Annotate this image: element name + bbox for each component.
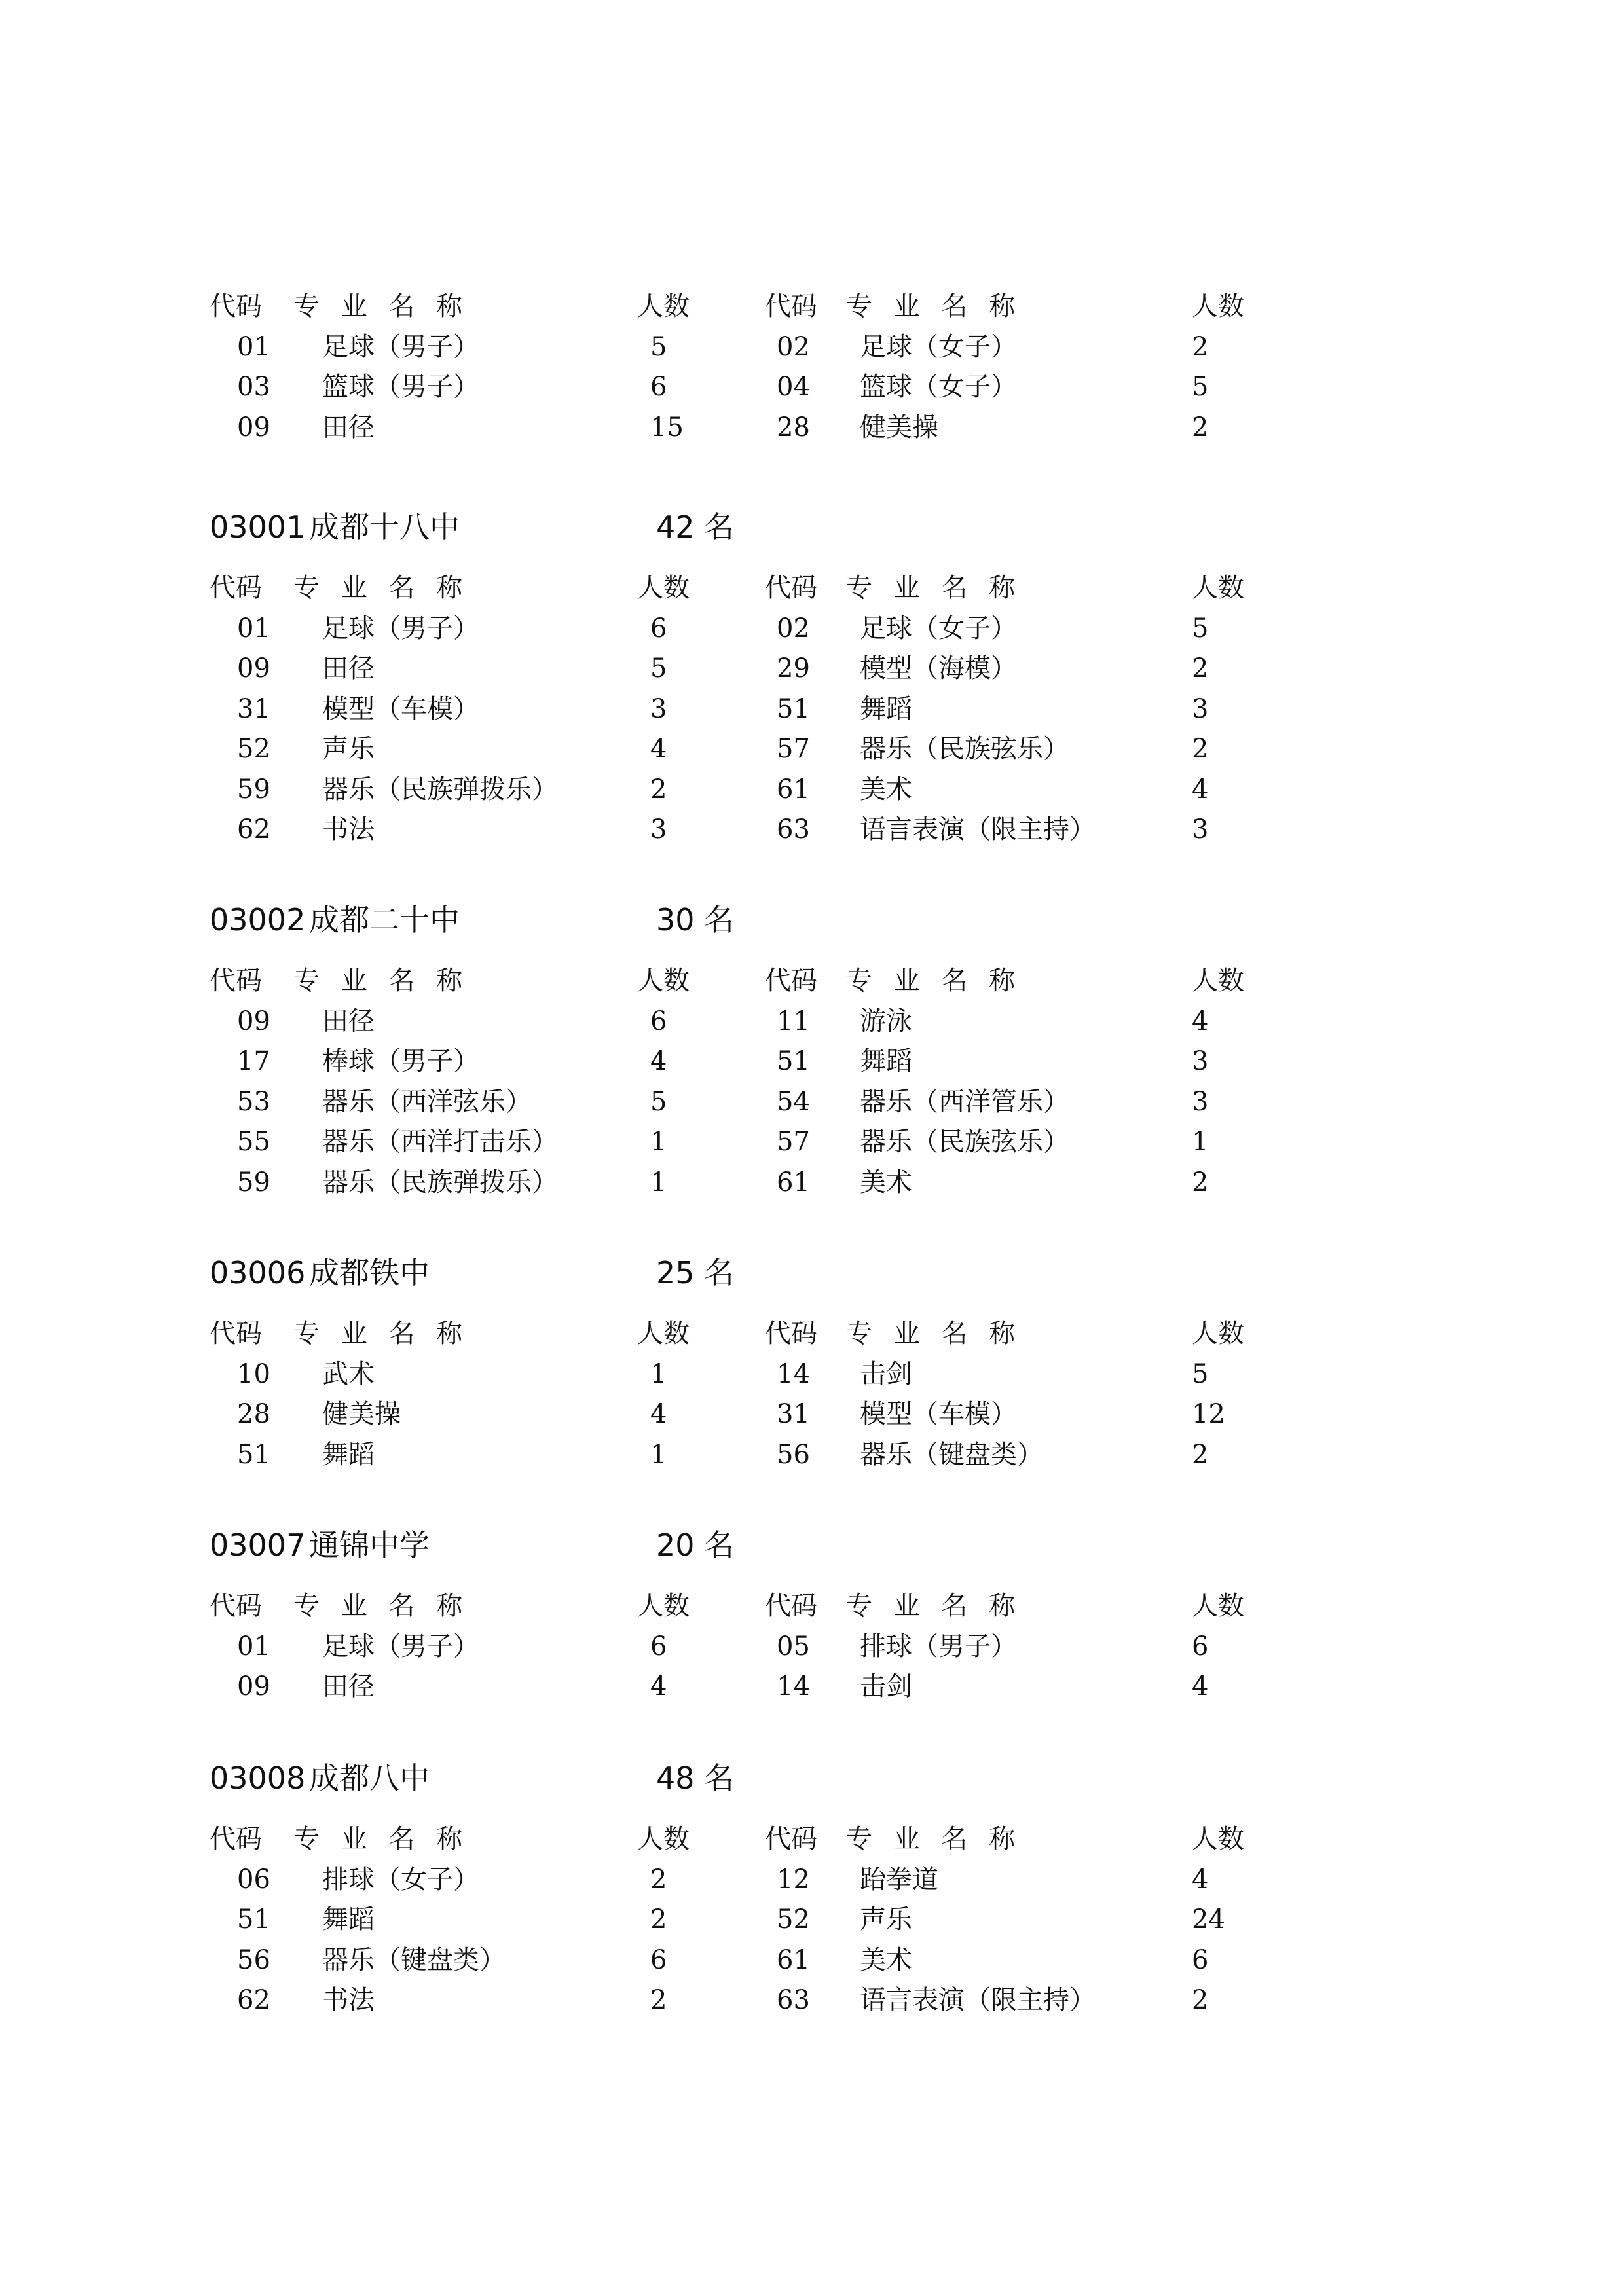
major-name: 跆拳道 <box>860 1864 938 1895</box>
school-code: 03002 <box>210 902 306 938</box>
major-name: 击剑 <box>860 1671 912 1702</box>
header-count: 人数 <box>637 966 690 996</box>
header-count: 人数 <box>1192 1319 1244 1349</box>
major-code: 10 <box>237 1358 270 1389</box>
table-header <box>0 1586 1624 1626</box>
header-code: 代码 <box>765 291 817 321</box>
major-code: 09 <box>237 412 270 443</box>
major-code: 63 <box>777 1985 810 2015</box>
header-name: 专 业 名 称 <box>846 291 1022 321</box>
major-code: 02 <box>777 331 810 362</box>
major-count: 2 <box>1192 734 1209 764</box>
header-count: 人数 <box>1192 1591 1244 1621</box>
major-count: 4 <box>650 1671 667 1702</box>
major-code: 61 <box>777 1167 810 1197</box>
major-code: 51 <box>777 1046 810 1076</box>
header-name: 专 业 名 称 <box>293 966 470 996</box>
header-name: 专 业 名 称 <box>293 1319 470 1349</box>
major-count: 5 <box>1192 613 1209 644</box>
major-count: 4 <box>650 1046 667 1076</box>
header-count: 人数 <box>637 1319 690 1349</box>
major-count: 6 <box>1192 1944 1209 1975</box>
major-count: 2 <box>1192 331 1209 362</box>
major-count: 24 <box>1192 1904 1225 1935</box>
major-code: 51 <box>237 1904 270 1935</box>
header-count: 人数 <box>637 291 690 321</box>
major-code: 28 <box>777 412 810 443</box>
header-name: 专 业 名 称 <box>846 1591 1022 1621</box>
major-count: 6 <box>650 613 667 644</box>
school-name: 通锦中学 <box>309 1527 430 1563</box>
header-count: 人数 <box>1192 966 1244 996</box>
table-row <box>0 1121 1624 1162</box>
section-title <box>0 1755 1624 1801</box>
major-count: 4 <box>1192 1671 1209 1702</box>
major-name: 器乐（民族弦乐） <box>860 1127 1069 1157</box>
major-name: 排球（男子） <box>860 1631 1017 1662</box>
major-code: 53 <box>237 1086 270 1117</box>
major-name: 足球（男子） <box>322 613 479 644</box>
major-count: 2 <box>650 1864 667 1895</box>
major-code: 09 <box>237 1671 270 1702</box>
section-title <box>0 897 1624 943</box>
header-code: 代码 <box>765 573 817 603</box>
major-count: 2 <box>1192 1167 1209 1197</box>
table-row <box>0 1041 1624 1082</box>
major-count: 2 <box>1192 412 1209 443</box>
school-code: 03007 <box>210 1527 306 1563</box>
major-code: 01 <box>237 1631 270 1662</box>
major-count: 4 <box>650 1399 667 1429</box>
major-code: 59 <box>237 1167 270 1197</box>
table-row <box>0 1394 1624 1434</box>
major-name: 击剑 <box>860 1358 912 1389</box>
school-quota: 30 名 <box>656 902 735 938</box>
school-code: 03008 <box>210 1760 306 1796</box>
header-code: 代码 <box>210 1591 262 1621</box>
major-name: 田径 <box>322 1671 375 1702</box>
major-code: 54 <box>777 1086 810 1117</box>
major-name: 器乐（键盘类） <box>860 1439 1043 1470</box>
major-name: 模型（车模） <box>860 1399 1017 1429</box>
table-header <box>0 1313 1624 1354</box>
major-name: 足球（男子） <box>322 331 479 362</box>
header-name: 专 业 名 称 <box>293 573 470 603</box>
table-row <box>0 1940 1624 1980</box>
major-name: 器乐（键盘类） <box>322 1944 506 1975</box>
major-code: 29 <box>777 653 810 683</box>
school-code: 03006 <box>210 1255 306 1290</box>
major-name: 书法 <box>322 814 375 845</box>
header-name: 专 业 名 称 <box>846 1319 1022 1349</box>
school-quota: 20 名 <box>656 1527 735 1563</box>
major-count: 4 <box>1192 1864 1209 1895</box>
table-row <box>0 729 1624 769</box>
major-count: 6 <box>650 1006 667 1036</box>
major-count: 5 <box>1192 1358 1209 1389</box>
major-code: 09 <box>237 653 270 683</box>
header-name: 专 业 名 称 <box>846 1824 1022 1854</box>
table-row <box>0 407 1624 448</box>
major-count: 6 <box>650 1631 667 1662</box>
section-title <box>0 1522 1624 1568</box>
major-count: 15 <box>650 412 684 443</box>
major-name: 声乐 <box>860 1904 912 1935</box>
table-header <box>0 960 1624 1001</box>
header-code: 代码 <box>765 1824 817 1854</box>
table-row <box>0 1980 1624 2020</box>
major-count: 3 <box>650 814 667 845</box>
major-count: 3 <box>1192 814 1209 845</box>
major-code: 61 <box>777 774 810 805</box>
header-name: 专 业 名 称 <box>846 966 1022 996</box>
major-count: 2 <box>650 1985 667 2015</box>
major-count: 4 <box>1192 774 1209 805</box>
table-row <box>0 1082 1624 1122</box>
major-name: 舞蹈 <box>860 693 912 724</box>
major-code: 03 <box>237 372 270 402</box>
major-count: 1 <box>1192 1127 1209 1157</box>
major-count: 3 <box>1192 1086 1209 1117</box>
major-count: 4 <box>1192 1006 1209 1036</box>
header-count: 人数 <box>1192 573 1244 603</box>
major-code: 04 <box>777 372 810 402</box>
table-row <box>0 327 1624 367</box>
major-count: 3 <box>650 693 667 724</box>
major-count: 5 <box>650 1086 667 1117</box>
major-name: 美术 <box>860 1944 912 1975</box>
major-name: 健美操 <box>860 412 938 443</box>
major-count: 1 <box>650 1358 667 1389</box>
table-row <box>0 809 1624 850</box>
major-code: 57 <box>777 734 810 764</box>
school-name: 成都八中 <box>309 1760 430 1796</box>
major-name: 器乐（西洋弦乐） <box>322 1086 532 1117</box>
header-count: 人数 <box>637 573 690 603</box>
header-name: 专 业 名 称 <box>846 573 1022 603</box>
major-count: 2 <box>650 774 667 805</box>
header-code: 代码 <box>210 1319 262 1349</box>
header-count: 人数 <box>637 1824 690 1854</box>
major-name: 健美操 <box>322 1399 401 1429</box>
major-name: 模型（海模） <box>860 653 1017 683</box>
major-name: 游泳 <box>860 1006 912 1036</box>
header-name: 专 业 名 称 <box>293 1591 470 1621</box>
major-code: 55 <box>237 1127 270 1157</box>
major-count: 2 <box>1192 1985 1209 2015</box>
major-code: 52 <box>237 734 270 764</box>
header-code: 代码 <box>210 966 262 996</box>
table-row <box>0 1666 1624 1707</box>
major-count: 2 <box>1192 653 1209 683</box>
school-quota: 48 名 <box>656 1760 735 1796</box>
header-count: 人数 <box>1192 1824 1244 1854</box>
major-code: 56 <box>237 1944 270 1975</box>
major-code: 06 <box>237 1864 270 1895</box>
table-row <box>0 1434 1624 1475</box>
major-count: 2 <box>650 1904 667 1935</box>
major-code: 28 <box>237 1399 270 1429</box>
major-code: 05 <box>777 1631 810 1662</box>
major-code: 09 <box>237 1006 270 1036</box>
table-header <box>0 286 1624 327</box>
major-code: 11 <box>777 1006 810 1036</box>
major-count: 2 <box>1192 1439 1209 1470</box>
major-count: 4 <box>650 734 667 764</box>
major-name: 武术 <box>322 1358 375 1389</box>
major-count: 5 <box>1192 372 1209 402</box>
major-name: 棒球（男子） <box>322 1046 479 1076</box>
major-code: 14 <box>777 1671 810 1702</box>
major-code: 61 <box>777 1944 810 1975</box>
section-title <box>0 1250 1624 1296</box>
table-row <box>0 1899 1624 1940</box>
major-code: 62 <box>237 1985 270 2015</box>
major-code: 02 <box>777 613 810 644</box>
major-name: 声乐 <box>322 734 375 764</box>
major-count: 6 <box>1192 1631 1209 1662</box>
major-count: 1 <box>650 1127 667 1157</box>
major-code: 62 <box>237 814 270 845</box>
header-code: 代码 <box>765 1591 817 1621</box>
table-row <box>0 1859 1624 1900</box>
major-name: 田径 <box>322 412 375 443</box>
table-header <box>0 568 1624 608</box>
major-code: 59 <box>237 774 270 805</box>
major-code: 52 <box>777 1904 810 1935</box>
table-row <box>0 1162 1624 1203</box>
major-name: 语言表演（限主持） <box>860 1985 1096 2015</box>
table-header <box>0 1819 1624 1859</box>
major-count: 5 <box>650 653 667 683</box>
major-name: 足球（女子） <box>860 331 1017 362</box>
major-name: 器乐（西洋打击乐） <box>322 1127 558 1157</box>
school-name: 成都十八中 <box>309 509 460 545</box>
major-code: 01 <box>237 613 270 644</box>
major-name: 篮球（女子） <box>860 372 1017 402</box>
major-name: 足球（男子） <box>322 1631 479 1662</box>
header-name: 专 业 名 称 <box>293 1824 470 1854</box>
major-name: 田径 <box>322 1006 375 1036</box>
major-code: 51 <box>237 1439 270 1470</box>
major-name: 美术 <box>860 1167 912 1197</box>
table-row <box>0 1001 1624 1042</box>
major-name: 美术 <box>860 774 912 805</box>
header-count: 人数 <box>1192 291 1244 321</box>
table-row <box>0 689 1624 729</box>
table-row <box>0 608 1624 649</box>
table-row <box>0 1354 1624 1394</box>
major-count: 3 <box>1192 693 1209 724</box>
major-code: 31 <box>237 693 270 724</box>
school-name: 成都铁中 <box>309 1255 430 1290</box>
header-code: 代码 <box>210 573 262 603</box>
major-name: 舞蹈 <box>322 1904 375 1935</box>
major-name: 器乐（西洋管乐） <box>860 1086 1069 1117</box>
section-title <box>0 504 1624 550</box>
header-name: 专 业 名 称 <box>293 291 470 321</box>
school-quota: 42 名 <box>656 509 735 545</box>
table-row <box>0 367 1624 407</box>
table-row <box>0 1626 1624 1667</box>
major-name: 田径 <box>322 653 375 683</box>
major-name: 器乐（民族弹拨乐） <box>322 774 558 805</box>
major-code: 01 <box>237 331 270 362</box>
major-count: 12 <box>1192 1399 1225 1429</box>
school-quota: 25 名 <box>656 1255 735 1290</box>
major-code: 17 <box>237 1046 270 1076</box>
major-name: 舞蹈 <box>322 1439 375 1470</box>
table-row <box>0 769 1624 810</box>
major-count: 6 <box>650 1944 667 1975</box>
major-code: 31 <box>777 1399 810 1429</box>
major-name: 器乐（民族弹拨乐） <box>322 1167 558 1197</box>
major-name: 模型（车模） <box>322 693 479 724</box>
major-code: 63 <box>777 814 810 845</box>
major-name: 篮球（男子） <box>322 372 479 402</box>
header-count: 人数 <box>637 1591 690 1621</box>
major-code: 56 <box>777 1439 810 1470</box>
major-code: 12 <box>777 1864 810 1895</box>
table-row <box>0 648 1624 689</box>
school-name: 成都二十中 <box>309 902 460 938</box>
major-code: 51 <box>777 693 810 724</box>
header-code: 代码 <box>210 1824 262 1854</box>
major-name: 足球（女子） <box>860 613 1017 644</box>
major-count: 5 <box>650 331 667 362</box>
major-name: 舞蹈 <box>860 1046 912 1076</box>
major-name: 器乐（民族弦乐） <box>860 734 1069 764</box>
header-code: 代码 <box>765 1319 817 1349</box>
major-count: 3 <box>1192 1046 1209 1076</box>
school-code: 03001 <box>210 509 306 545</box>
major-code: 57 <box>777 1127 810 1157</box>
major-name: 语言表演（限主持） <box>860 814 1096 845</box>
major-count: 1 <box>650 1439 667 1470</box>
header-code: 代码 <box>210 291 262 321</box>
major-count: 1 <box>650 1167 667 1197</box>
header-code: 代码 <box>765 966 817 996</box>
major-code: 14 <box>777 1358 810 1389</box>
major-count: 6 <box>650 372 667 402</box>
major-name: 排球（女子） <box>322 1864 479 1895</box>
major-name: 书法 <box>322 1985 375 2015</box>
